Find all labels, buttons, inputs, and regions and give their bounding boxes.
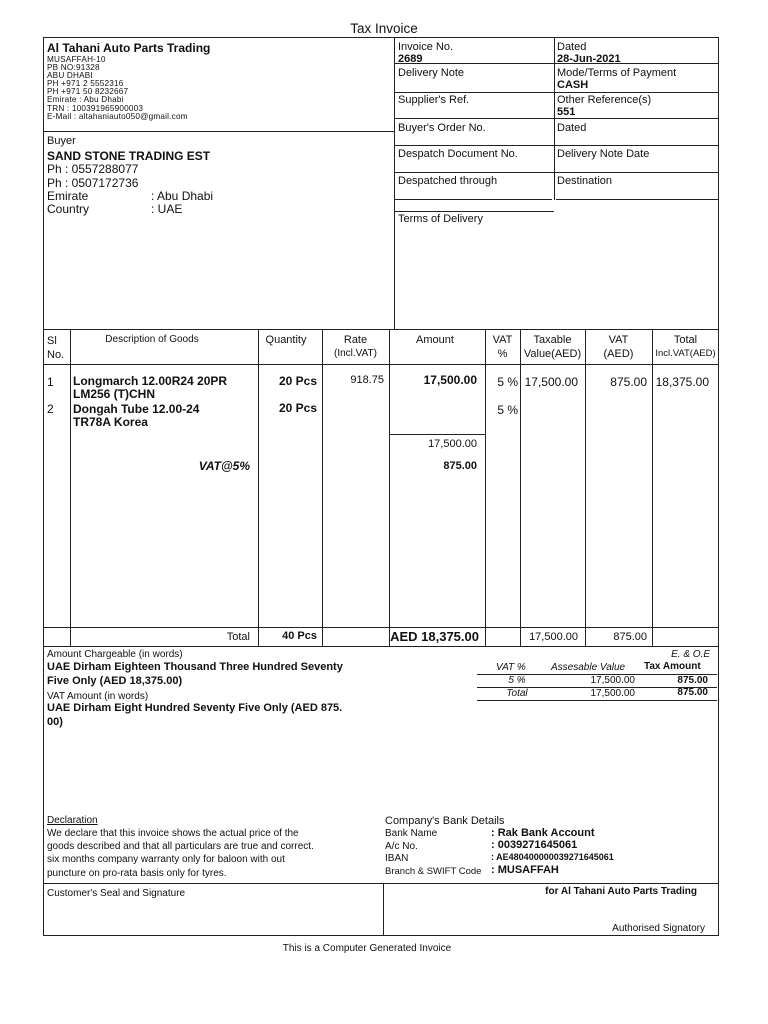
seller-line: ABU DHABI [47, 71, 93, 80]
vat-summary-line-3 [477, 700, 717, 701]
seller-line: E-Mail : altahaniauto050@gmail.com [47, 112, 188, 121]
table-top-line [43, 329, 719, 330]
buyer-country-value: : UAE [151, 202, 183, 216]
meta-line-5 [394, 172, 719, 173]
table-header-bottom [43, 364, 719, 365]
amount-words-1: UAE Dirham Eighteen Thousand Three Hundred Seventy [47, 661, 343, 673]
row-1-amount: 17,500.00 [423, 373, 477, 387]
th-quantity: Quantity [265, 334, 307, 346]
th-amount: Amount [416, 334, 454, 346]
meta-line-6b [556, 199, 719, 200]
invoice-no-label: Invoice No. [398, 41, 454, 53]
account-no: : 0039271645061 [491, 839, 578, 851]
th-description: Description of Goods [105, 334, 199, 345]
row-2-desc-2: TR78A Korea [73, 415, 148, 429]
seller-name: Al Tahani Auto Parts Trading [47, 41, 211, 55]
for-company-label: for Al Tahani Auto Parts Trading [545, 886, 697, 897]
vat-line-label: VAT@5% [198, 459, 250, 473]
vat-words-label: VAT Amount (in words) [47, 691, 149, 702]
vat-line-amount: 875.00 [443, 460, 477, 472]
vat-words-1: UAE Dirham Eight Hundred Seventy Five Only (AED 875. [47, 702, 343, 714]
row-2-qty: 20 Pcs [278, 401, 317, 415]
declaration-line: six months company warranty only for baloon with out [47, 854, 285, 865]
th-rate-incl: (Incl.VAT) [334, 348, 377, 359]
vat-summary-tax: 875.00 [677, 675, 708, 686]
declaration-line: puncture on pro-rata basis only for tyres. [47, 868, 227, 879]
buyer-emirate-label: Emirate [47, 189, 89, 203]
header-divider [394, 37, 395, 329]
th-vat-pct: % [497, 348, 508, 360]
seller-bottom-line [43, 131, 394, 132]
other-ref-label: Other Reference(s) [557, 94, 652, 106]
payment-mode: CASH [557, 79, 589, 91]
table-total-top [43, 627, 719, 628]
row-1-vat-pct: 5 % [497, 375, 518, 389]
delivery-note-label: Delivery Note [398, 67, 465, 79]
customer-seal-label: Customer's Seal and Signature [47, 888, 186, 899]
branch-swift: : MUSAFFAH [491, 864, 559, 876]
total-quantity: 40 Pcs [282, 630, 317, 642]
meta-line-2 [394, 92, 719, 93]
total-amount: AED 18,375.00 [390, 629, 479, 644]
dated-label: Dated [557, 41, 587, 53]
meta-line-7 [394, 211, 554, 212]
row-1-vat-amount: 875.00 [610, 375, 647, 389]
th-vat-aed: (AED) [603, 348, 634, 360]
declaration-line: We declare that this invoice shows the actual price of the [47, 828, 299, 839]
buyer-phone-1: Ph : 0557288077 [47, 162, 139, 176]
th-total-incl: Incl.VAT(AED) [655, 348, 716, 359]
vat-summary-tax-header: Tax Amount [644, 661, 701, 672]
seller-line: Emirate : Abu Dhabi [47, 95, 124, 104]
meta-line-6 [394, 199, 552, 200]
meta-line-3 [394, 118, 719, 119]
computer-generated-note: This is a Computer Generated Invoice [282, 943, 452, 954]
row-1-taxable: 17,500.00 [524, 375, 578, 389]
row-1-total: 18,375.00 [655, 375, 709, 389]
declaration-label: Declaration [47, 815, 98, 826]
signature-top-line [43, 883, 719, 884]
buyer-country-label: Country [47, 202, 90, 216]
th-sl: Sl [47, 335, 57, 347]
eoe-label: E. & O.E [671, 649, 710, 660]
row-1-qty: 20 Pcs [278, 374, 317, 388]
th-total: Total [673, 334, 698, 346]
subtotal-amount: 17,500.00 [428, 438, 477, 450]
row-1-rate: 918.75 [350, 374, 384, 386]
seller-line: MUSAFFAH-10 [47, 55, 106, 64]
subtotal-line [389, 434, 485, 435]
meta-line-4 [394, 145, 719, 146]
total-taxable: 17,500.00 [529, 631, 578, 643]
buyer-emirate-value: : Abu Dhabi [151, 189, 214, 203]
terms-of-delivery-label: Terms of Delivery [398, 213, 483, 225]
invoice-no: 2689 [398, 53, 423, 65]
supplier-ref-label: Supplier's Ref. [398, 94, 470, 106]
destination-label: Destination [557, 175, 613, 187]
vat-summary-pct-header: VAT % [496, 662, 526, 673]
iban-label: IBAN [385, 853, 409, 864]
despatch-doc-label: Despatch Document No. [398, 148, 518, 160]
buyer-order-label: Buyer's Order No. [398, 122, 486, 134]
authorised-signatory: Authorised Signatory [612, 923, 705, 934]
signature-divider [383, 883, 384, 936]
seller-line: PB NO:91328 [47, 63, 100, 72]
th-sl-no: No. [47, 349, 65, 361]
seller-line: PH +971 2 5552316 [47, 79, 124, 88]
buyer-name: SAND STONE TRADING EST [47, 149, 211, 163]
bank-name: : Rak Bank Account [491, 827, 595, 839]
buyer-phone-2: Ph : 0507172736 [47, 176, 139, 190]
invoice-title: Tax Invoice [350, 21, 418, 36]
row-2-desc-1: Dongah Tube 12.00-24 [73, 402, 200, 416]
vat-summary-assessable-header: Assesable Value [551, 662, 626, 673]
buyer-label: Buyer [47, 135, 76, 147]
vat-summary-total-label: Total [506, 688, 528, 699]
iban: : AE480400000039271645061 [491, 852, 614, 862]
vat-summary-pct: 5 % [508, 675, 526, 686]
row-2-sl: 2 [47, 402, 54, 416]
table-total-bottom [43, 646, 719, 647]
seller-line: TRN : 100391965900003 [47, 104, 144, 113]
col-line-sl [70, 329, 71, 646]
invoice-date: 28-Jun-2021 [557, 53, 621, 65]
branch-swift-label: Branch & SWIFT Code [385, 866, 482, 877]
th-vat-amount: VAT [608, 334, 629, 346]
row-1-desc-1: Longmarch 12.00R24 20PR [73, 374, 228, 388]
vat-summary-total-tax: 875.00 [677, 687, 708, 698]
delivery-note-date-label: Delivery Note Date [557, 148, 650, 160]
row-1-desc-2: LM256 (T)CHN [73, 387, 156, 401]
vat-words-2: 00) [47, 716, 63, 728]
th-vat: VAT [492, 334, 513, 346]
account-no-label: A/c No. [385, 841, 418, 852]
th-rate: Rate [343, 334, 368, 346]
vat-summary-assessable: 17,500.00 [590, 675, 635, 686]
row-2-vat-pct: 5 % [497, 403, 518, 417]
bank-name-label: Bank Name [385, 828, 438, 839]
amount-words-label: Amount Chargeable (in words) [47, 649, 183, 660]
despatched-through-label: Despatched through [398, 175, 498, 187]
row-1-sl: 1 [47, 375, 54, 389]
seller-line: PH +971 50 8232667 [47, 87, 129, 96]
total-vat: 875.00 [613, 631, 647, 643]
total-label: Total [226, 631, 250, 643]
bank-details-title: Company's Bank Details [385, 815, 505, 827]
amount-words-2: Five Only (AED 18,375.00) [47, 675, 183, 687]
other-ref: 551 [557, 106, 576, 118]
order-dated-label: Dated [557, 122, 587, 134]
payment-mode-label: Mode/Terms of Payment [557, 67, 677, 79]
vat-summary-total-assessable: 17,500.00 [590, 688, 635, 699]
declaration-line: goods described and that all particulars are true and correct. [47, 841, 314, 852]
th-taxable: Taxable [533, 334, 572, 346]
th-taxable-value: Value(AED) [523, 348, 582, 360]
